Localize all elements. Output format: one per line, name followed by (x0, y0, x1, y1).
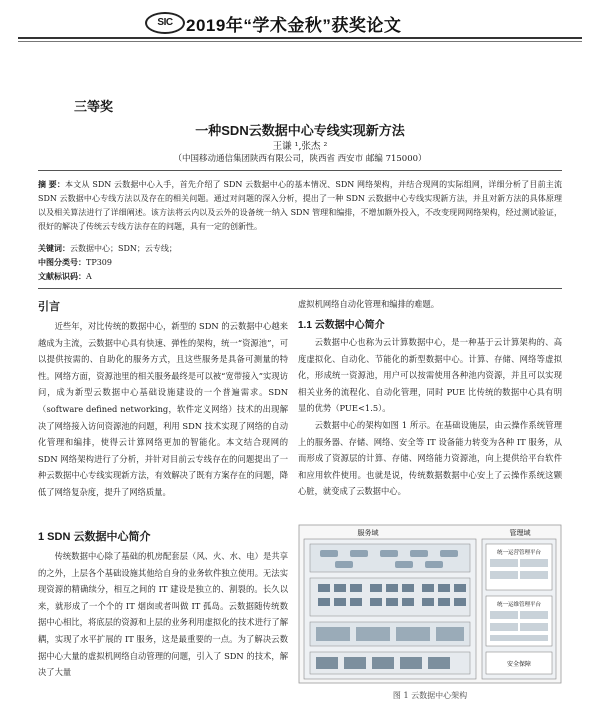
figure-left-title: 服务域 (357, 530, 379, 537)
right-column-carryover: 虚拟机网络自动化管理和编排的难题。 (298, 299, 440, 309)
keywords: 关键词：云数据中心；SDN；云专线； (38, 244, 177, 253)
section-1-1-body: 云数据中心也称为云计算数据中心，是一种基于云计算架构的、高度虚拟化、自动化、节能化的新型数据中心。计算、存储、网络等虚拟化，形成统一资源池，用户可以按需使用各种池内资源，并且可以实现相关业务的流程化、自动化管理，同时 PUE 比传统的数据中心具有明显的优势（PUE<1.5）。 云数据中心的架构如图 1 所示。在基础设施层，由云操作系统管理上的服务器、存储、网络、安全等 IT 设备能力转变为各种 IT 服务，从而形成了资源层的计算、存储、网络能力资源池，向上提供给平台软件和应用软件使用。也就是说，传统数据数据中心安上了云操作系统这颗心脏，就变成了云数据中心。 (298, 337, 562, 497)
security-label: 安全保障 (506, 662, 532, 668)
banner-divider (18, 37, 582, 39)
document-code: 文献标识码：A (38, 272, 92, 281)
paper-title: 一种SDN云数据中心专线实现新方法 (195, 123, 405, 138)
sic-logo: SIC (145, 12, 185, 34)
abstract (38, 178, 562, 234)
intro-body: 近些年，对比传统的数据中心，新型的 SDN 的云数据中心越来越成为主流，云数据中心具有快速、弹性的架构，统一“资源池”，可以提供按需的、自助化的服务方式，且这些服务是具备可测量的特性。网络方面，资源池里的相关服务最终是可以被“宽带接入”实现访问，成为新型云数据中心基础设施建设的一个普遍需求。SDN（software defined networking，软件定义网络）技术的出现解决了网络接入访问资源池的问题，利用 SDN 技术实现了网络的自动化管理和编排，使得云计算网络更加的智能化。本文结合现网的 SDN 网络架构进行了分析，并针对目前云专线存在的问题提出了一种云数据中心专线实现新方法，有效解决了既有方案存在的问题，降低了网络复杂度，提升了网络质量。 (38, 321, 288, 497)
figure-right-title: 管理域 (509, 530, 531, 537)
abstract-text: 本文从 SDN 云数据中心入手，首先介绍了 SDN 云数据中心的基本情况、SDN 网络架构，并结合现网的实际组网，详细分析了目前主流 SDN 云数据中心专线方法以及存在的相关问题。通过对问题的深入分析，提出了一种 SDN 云数据中心专线实现新方法，并且对新方法的具体原理以及相关算法进行了详细阐述。该方法将云内以及云外的设备统一纳入 SDN 管理和编排，不增加额外投入，不改变现网网络架构，经过测试验证，很好的解决了传统云专线方法存在的问题，具有一定的创新性。 (38, 180, 562, 231)
banner-title: 2019年“学术金秋”获奖论文 (186, 16, 402, 35)
intro-heading: 引言 (38, 301, 60, 313)
cloud-architecture-figure (298, 524, 562, 684)
maintenance-platform-label: 统一运维管理平台 (496, 602, 542, 608)
figure-caption: 图 1 云数据中心架构 (392, 691, 468, 700)
abstract-top-rule (38, 170, 562, 171)
clc-number: 中图分类号：TP309 (38, 258, 112, 267)
resource-pool-tier (310, 578, 470, 616)
abstract-label: 摘 要： (38, 180, 66, 189)
abstract-bottom-rule (38, 288, 562, 289)
affiliation: （中国移动通信集团陕西有限公司，陕西省 西安市 邮编 715000） (173, 154, 427, 164)
award-label: 三等奖 (74, 99, 114, 114)
section-1-body: 传统数据中心除了基础的机房配套层（风、火、水、电）是共享的之外，上层各个基础设施其他给自身的业务软件独立使用。无法实现资源的精确续分，相互之间的 IT 建设是独立的、割裂的。长久以来，就形成了一个个的 IT 烟囱或者叫做 IT 孤岛。云数据随传统数据中心相比，将底层的资源和上层的业务利用虚拟化的技术进行了解耦，实现了水平扩展的 IT 服务，这是最重要的一点。为了解决云数据中心大量的虚拟机网络自动管理的问题，引入了 SDN 的技术，解决了大量 (38, 551, 288, 678)
section-1-1-heading: 1.1 云数据中心简介 (298, 320, 385, 331)
ops-platform-label: 统一运营管理平台 (496, 550, 542, 556)
top-network-tier (310, 544, 470, 572)
section-1-heading: 1 SDN 云数据中心简介 (38, 531, 151, 543)
banner-divider-thin (18, 41, 582, 42)
authors: 王谦 ¹,张杰 ² (272, 141, 328, 152)
